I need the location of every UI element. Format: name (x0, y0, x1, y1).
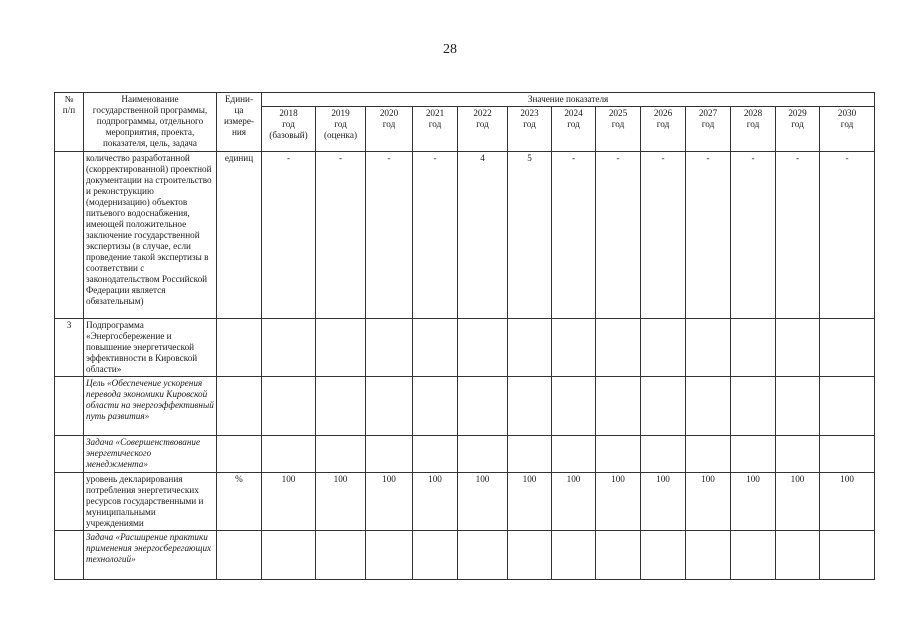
value-cell (508, 377, 552, 436)
value-cell: - (316, 152, 366, 319)
value-cell (552, 377, 596, 436)
value-cell (776, 531, 820, 580)
indicator-table (54, 92, 875, 580)
value-cell (641, 436, 686, 473)
value-cell: 100 (820, 473, 875, 531)
value-cell (686, 531, 731, 580)
value-cell (316, 377, 366, 436)
value-cell (458, 531, 508, 580)
header-year: 2023 год (508, 107, 552, 152)
value-cell: 100 (262, 473, 316, 531)
header-year: 2019 год (оценка) (316, 107, 366, 152)
row-number: 3 (55, 319, 84, 377)
value-cell (686, 436, 731, 473)
value-cell (731, 377, 776, 436)
value-cell (508, 436, 552, 473)
value-cell (596, 436, 641, 473)
value-cell (458, 436, 508, 473)
value-cell (686, 319, 731, 377)
header-year: 2028 год (731, 107, 776, 152)
header-year: 2022 год (458, 107, 508, 152)
row-name: Цель «Обеспечение ускорения перевода экономики Кировской области на энергоэффективный путь развития» (84, 377, 217, 436)
value-cell (508, 531, 552, 580)
value-cell (262, 436, 316, 473)
header-unit: Едини- ца измере- ния (217, 93, 262, 152)
value-cell (776, 436, 820, 473)
value-cell (552, 531, 596, 580)
table-row (55, 152, 875, 319)
value-cell: - (641, 152, 686, 319)
value-cell (262, 377, 316, 436)
row-unit (217, 436, 262, 473)
value-cell (820, 377, 875, 436)
value-cell (596, 531, 641, 580)
value-cell: 100 (366, 473, 413, 531)
value-cell: - (686, 152, 731, 319)
row-unit (217, 377, 262, 436)
header-year: 2025 год (596, 107, 641, 152)
value-cell (366, 531, 413, 580)
header-year: 2029 год (776, 107, 820, 152)
value-cell: - (776, 152, 820, 319)
value-cell: - (820, 152, 875, 319)
table-body (55, 152, 875, 580)
value-cell (262, 319, 316, 377)
value-cell (731, 319, 776, 377)
row-unit: % (217, 473, 262, 531)
value-cell (731, 436, 776, 473)
value-cell (641, 377, 686, 436)
value-cell (820, 436, 875, 473)
value-cell (596, 377, 641, 436)
value-cell (820, 531, 875, 580)
row-unit: единиц (217, 152, 262, 319)
value-cell: - (731, 152, 776, 319)
value-cell: 100 (552, 473, 596, 531)
value-cell (552, 436, 596, 473)
value-cell (413, 436, 458, 473)
row-number (55, 473, 84, 531)
value-cell: 100 (508, 473, 552, 531)
value-cell (508, 319, 552, 377)
value-cell: - (262, 152, 316, 319)
value-cell (262, 531, 316, 580)
value-cell (641, 319, 686, 377)
value-cell: 100 (641, 473, 686, 531)
value-cell (316, 531, 366, 580)
header-year: 2026 год (641, 107, 686, 152)
table-header (55, 93, 875, 152)
table-row (55, 436, 875, 473)
row-unit (217, 319, 262, 377)
value-cell (458, 377, 508, 436)
row-name: Задача «Совершенствование энергетического менеджмента» (84, 436, 217, 473)
value-cell (413, 377, 458, 436)
table-row (55, 473, 875, 531)
row-name: количество разработанной (скорректированной) проектной документации на строительство и реконструкцию (модернизацию) объектов питьевого водоснабжения, имеющей положительное заключение государственной экспертизы (в случае, если проведение такой экспертизы в соответствии с законодательством Российской Федерации является обязательным) (84, 152, 217, 319)
row-number (55, 152, 84, 319)
value-cell: 100 (413, 473, 458, 531)
value-cell (366, 319, 413, 377)
header-year: 2027 год (686, 107, 731, 152)
value-cell: 100 (316, 473, 366, 531)
header-year: 2021 год (413, 107, 458, 152)
value-cell (366, 436, 413, 473)
header-value-group: Значение показателя (262, 93, 875, 107)
value-cell: 4 (458, 152, 508, 319)
row-unit (217, 531, 262, 580)
table-row (55, 531, 875, 580)
value-cell (413, 531, 458, 580)
row-name: уровень декларирования потребления энергетических ресурсов государственными и муниципальными учреждениями (84, 473, 217, 531)
row-number (55, 436, 84, 473)
value-cell (820, 319, 875, 377)
header-year: 2024 год (552, 107, 596, 152)
row-name: Подпрограмма «Энергосбережение и повышение энергетической эффективности в Кировской области» (84, 319, 217, 377)
value-cell: 100 (776, 473, 820, 531)
value-cell: 100 (731, 473, 776, 531)
row-number (55, 531, 84, 580)
value-cell (413, 319, 458, 377)
page-number: 28 (443, 42, 457, 57)
value-cell (552, 319, 596, 377)
value-cell: 5 (508, 152, 552, 319)
value-cell (596, 319, 641, 377)
header-row-1 (55, 93, 875, 107)
value-cell: - (413, 152, 458, 319)
value-cell (686, 377, 731, 436)
value-cell: 100 (458, 473, 508, 531)
header-num: № п/п (55, 93, 84, 152)
value-cell (776, 319, 820, 377)
value-cell: - (366, 152, 413, 319)
value-cell (316, 436, 366, 473)
value-cell: - (552, 152, 596, 319)
table-row (55, 319, 875, 377)
value-cell (458, 319, 508, 377)
header-year: 2030 год (820, 107, 875, 152)
value-cell (641, 531, 686, 580)
value-cell (366, 377, 413, 436)
value-cell: - (596, 152, 641, 319)
value-cell (731, 531, 776, 580)
value-cell (776, 377, 820, 436)
value-cell: 100 (596, 473, 641, 531)
row-number (55, 377, 84, 436)
table-row (55, 377, 875, 436)
header-name: Наименование государственной программы, подпрограммы, отдельного мероприятия, проекта, показателя, цель, задача (84, 93, 217, 152)
header-year: 2018 год (базовый) (262, 107, 316, 152)
header-year: 2020 год (366, 107, 413, 152)
value-cell (316, 319, 366, 377)
value-cell: 100 (686, 473, 731, 531)
row-name: Задача «Расширение практики применения энергосберегающих технологий» (84, 531, 217, 580)
